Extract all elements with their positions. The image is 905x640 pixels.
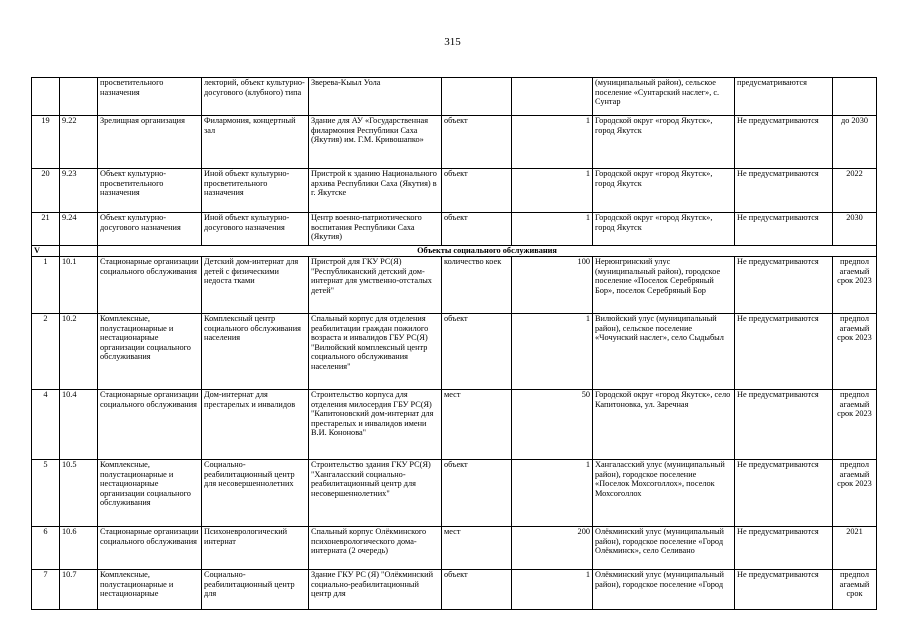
row-zones: Не предусматриваются: [735, 116, 833, 169]
table-row: [32, 257, 877, 314]
row-term: 2030: [833, 213, 877, 246]
row-type: лекторий, объект культурно-досугового (клубного) типа: [202, 78, 309, 116]
row-quantity: [512, 78, 593, 116]
row-term: [833, 78, 877, 116]
row-unit: объект: [442, 213, 512, 246]
row-kind: Объект культурно-досугового назначения: [98, 213, 202, 246]
row-unit: [442, 78, 512, 116]
row-number: [32, 78, 60, 116]
row-type: Детский дом-интернат для детей с физическими недоста тками: [202, 257, 309, 314]
table-row: [32, 169, 877, 213]
row-kind: Зрелищная организация: [98, 116, 202, 169]
row-zones: Не предусматриваются: [735, 213, 833, 246]
row-object-name: Зверева-Кыыл Уола: [309, 78, 442, 116]
row-type: Иной объект культурно-досугового назначения: [202, 213, 309, 246]
row-type: Дом-интернат для престарелых и инвалидов: [202, 390, 309, 460]
row-quantity: 1: [512, 314, 593, 390]
row-code: 10.5: [60, 460, 98, 527]
table-row: [32, 78, 877, 116]
row-object-name: Пристрой для ГКУ РС(Я) "Республиканский детский дом-интернат для умственно-отсталых детей": [309, 257, 442, 314]
row-code: 9.23: [60, 169, 98, 213]
row-number: 7: [32, 570, 60, 610]
row-object-name: Центр военно-патриотического воспитания Республики Саха (Якутия): [309, 213, 442, 246]
row-number: 6: [32, 527, 60, 570]
row-kind: Комплексные, полустационарные и нестационарные: [98, 570, 202, 610]
row-quantity: 1: [512, 213, 593, 246]
row-number: 5: [32, 460, 60, 527]
table-row: [32, 460, 877, 527]
row-term: 2022: [833, 169, 877, 213]
row-location: (муниципальный район), сельское поселение «Сунтарский наслег», с. Сунтар: [593, 78, 735, 116]
row-location: Вилюйский улус (муниципальный район), сельское поселение «Чочунский наслег», село Сыдыбыл: [593, 314, 735, 390]
row-kind: просветительного назначения: [98, 78, 202, 116]
row-object-name: Пристрой к зданию Национального архива Республики Саха (Якутия) в г. Якутске: [309, 169, 442, 213]
row-zones: предусматриваются: [735, 78, 833, 116]
row-zones: Не предусматриваются: [735, 314, 833, 390]
section-blank: [60, 246, 98, 257]
row-location: Городской округ «город Якутск», город Якутск: [593, 169, 735, 213]
row-kind: Комплексные, полустационарные и нестационарные организации социального обслуживания: [98, 460, 202, 527]
row-object-name: Здание ГКУ РС (Я) "Олёкминский социально-реабилитационный центр для: [309, 570, 442, 610]
row-term: предпол агаемый срок: [833, 570, 877, 610]
row-term: предпол агаемый срок 2023: [833, 257, 877, 314]
row-code: 9.24: [60, 213, 98, 246]
row-zones: Не предусматриваются: [735, 527, 833, 570]
row-unit: мест: [442, 390, 512, 460]
row-location: Олёкминский улус (муниципальный район), городское поселение «Город Олёкминск», село Селивано: [593, 527, 735, 570]
row-kind: Стационарные организации социального обслуживания: [98, 257, 202, 314]
row-object-name: Спальный корпус Олёкминского психоневрологического дома-интерната (2 очередь): [309, 527, 442, 570]
row-number: 4: [32, 390, 60, 460]
row-unit: объект: [442, 169, 512, 213]
row-code: 10.1: [60, 257, 98, 314]
row-location: Городской округ «город Якутск», город Якутск: [593, 213, 735, 246]
row-quantity: 1: [512, 460, 593, 527]
section-title: Объекты социального обслуживания: [98, 246, 877, 257]
row-number: 19: [32, 116, 60, 169]
row-zones: Не предусматриваются: [735, 390, 833, 460]
row-kind: Стационарные организации социального обслуживания: [98, 390, 202, 460]
objects-table: [31, 77, 877, 610]
row-term: предпол агаемый срок 2023: [833, 460, 877, 527]
row-type: Иной объект культурно-просветительного назначения: [202, 169, 309, 213]
row-type: Психоневрологический интернат: [202, 527, 309, 570]
row-location: Нерюнгринский улус (муниципальный район), городское поселение «Поселок Серебряный Бор», поселок Серебряный Бор: [593, 257, 735, 314]
row-number: 20: [32, 169, 60, 213]
row-type: Филармония, концертный зал: [202, 116, 309, 169]
row-zones: Не предусматриваются: [735, 460, 833, 527]
row-location: Городской округ «город Якутск», город Якутск: [593, 116, 735, 169]
section-number: V: [32, 246, 60, 257]
row-zones: Не предусматриваются: [735, 570, 833, 610]
row-number: 1: [32, 257, 60, 314]
table-row: [32, 527, 877, 570]
table-row: [32, 390, 877, 460]
row-quantity: 200: [512, 527, 593, 570]
table-row: [32, 116, 877, 169]
row-unit: количество коек: [442, 257, 512, 314]
table-row: [32, 213, 877, 246]
row-quantity: 1: [512, 169, 593, 213]
row-location: Городской округ «город Якутск», село Капитоновка, ул. Заречная: [593, 390, 735, 460]
table-row: [32, 314, 877, 390]
row-unit: объект: [442, 314, 512, 390]
row-code: 10.6: [60, 527, 98, 570]
row-quantity: 1: [512, 116, 593, 169]
row-number: 21: [32, 213, 60, 246]
row-code: 10.4: [60, 390, 98, 460]
row-object-name: Строительство корпуса для отделения милосердия ГБУ РС(Я) "Капитоновский дом-интернат для престарелых и инвалидов имени В.И. Кононова": [309, 390, 442, 460]
row-number: 2: [32, 314, 60, 390]
row-quantity: 50: [512, 390, 593, 460]
row-type: Социально-реабилитационный центр для: [202, 570, 309, 610]
row-location: Хангаласский улус (муниципальный район), городское поселение «Поселок Мохсоголлох», поселок Мохсоголлох: [593, 460, 735, 527]
row-unit: мест: [442, 527, 512, 570]
row-code: [60, 78, 98, 116]
row-quantity: 1: [512, 570, 593, 610]
row-kind: Объект культурно-просветительного назначения: [98, 169, 202, 213]
page-number: 315: [444, 36, 461, 48]
row-object-name: Спальный корпус для отделения реабилитации граждан пожилого возраста и инвалидов ГБУ РС(Я) "Вилюйский комплексный центр социального обслуживания населения": [309, 314, 442, 390]
row-zones: Не предусматриваются: [735, 257, 833, 314]
row-object-name: Строительство здания ГКУ РС(Я) "Хангаласский социально-реабилитационный центр для несовершеннолетних": [309, 460, 442, 527]
row-type: Комплексный центр социального обслуживания населения: [202, 314, 309, 390]
row-term: 2021: [833, 527, 877, 570]
row-zones: Не предусматриваются: [735, 169, 833, 213]
row-type: Социально-реабилитационный центр для несовершеннолетних: [202, 460, 309, 527]
row-code: 9.22: [60, 116, 98, 169]
row-unit: объект: [442, 116, 512, 169]
row-term: до 2030: [833, 116, 877, 169]
row-term: предпол агаемый срок 2023: [833, 314, 877, 390]
row-quantity: 100: [512, 257, 593, 314]
row-code: 10.2: [60, 314, 98, 390]
row-kind: Стационарные организации социального обслуживания: [98, 527, 202, 570]
row-object-name: Здание для АУ «Государственная филармония Республики Саха (Якутия) им. Г.М. Кривошапко»: [309, 116, 442, 169]
row-location: Олёкминский улус (муниципальный район), городское поселение «Город: [593, 570, 735, 610]
row-kind: Комплексные, полустационарные и нестационарные организации социального обслуживания: [98, 314, 202, 390]
row-term: предпол агаемый срок 2023: [833, 390, 877, 460]
row-code: 10.7: [60, 570, 98, 610]
section-header-row: [32, 246, 877, 257]
row-unit: объект: [442, 570, 512, 610]
table-row: [32, 570, 877, 610]
row-unit: объект: [442, 460, 512, 527]
